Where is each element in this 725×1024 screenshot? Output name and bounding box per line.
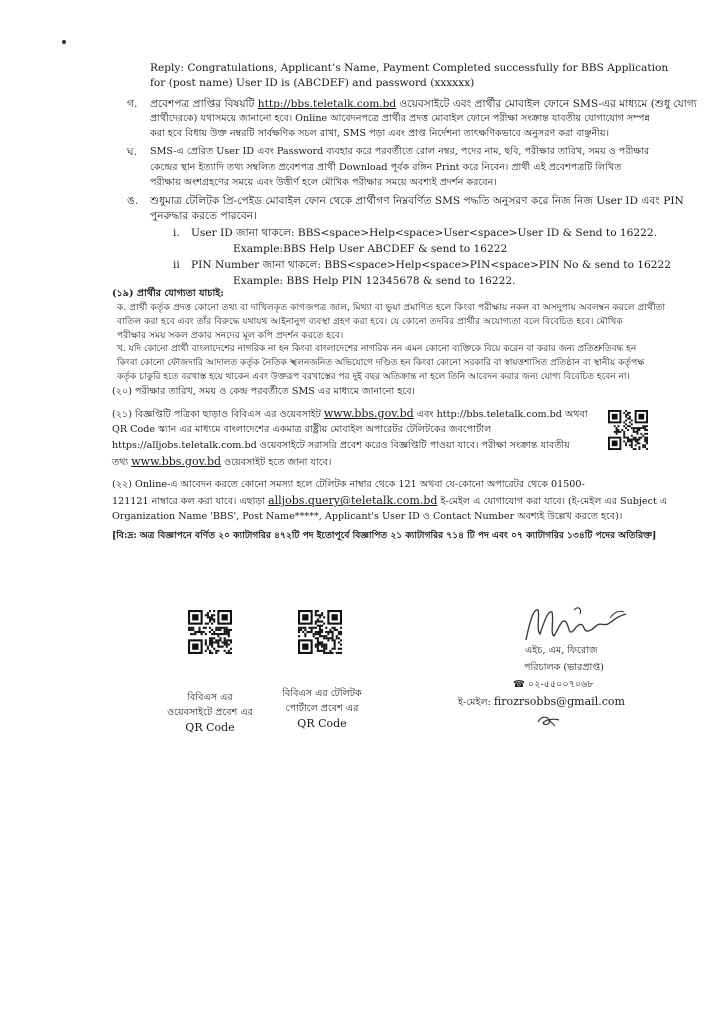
item-uo-ii-line-2: Example: BBS Help PIN 12345678 & send to 16222. — [233, 275, 516, 287]
qr-right-caption — [262, 686, 382, 731]
section-22-line-1: (২২) Online-এ আবেদন করতে কোনো সমস্যা হলে টেলিটক নাম্বার থেকে 121 অথবা যে-কোনো অপারেটর থেকে 01500- — [112, 479, 585, 490]
section-21-line-2: QR Code স্ক্যান এর মাধ্যমে বাংলাদেশের একমাত্র রাষ্ট্রীয় মোবাইল অপারেটর টেলিটকের জবপোর্টাল — [112, 424, 492, 435]
qr-code-icon — [188, 610, 232, 654]
bbs-website-qr-code[interactable] — [188, 610, 232, 654]
item-ga-line-3: করা হবে বিধায় উক্ত নম্বরটি সার্বক্ষণিক সচল রাখা, SMS পড়া এবং প্রাপ্ত নির্দেশনা তাৎক্ষণিকভাবে অনুসরণ করা বাঞ্ছনীয়। — [150, 128, 610, 139]
signatory-email-link[interactable]: firozrsobbs@gmail.com — [493, 695, 625, 708]
section-21-line-3: https://alljobs.teletalk.com.bd ওয়েবসাইটে সরাসরি প্রবেশ করেও বিজ্ঞপ্তিটি পাওয়া যাবে। পরীক্ষা সংক্রান্ত যাবতীয় — [112, 440, 570, 451]
qr-right-caption-line-1: বিবিএস এর টেলিটক — [282, 688, 362, 699]
section-21-line-4: তথ্য www.bbs.gov.bd ওয়েবসাইট হতে জানা যাবে। — [112, 455, 332, 468]
reply-line-2: for (post name) User ID is (ABCDEF) and password (xxxxxx) — [150, 77, 475, 89]
item-uo-line-2: পুনরুদ্ধার করতে পারবেন। — [150, 210, 257, 222]
item-gha-number: ঘ. — [127, 146, 137, 158]
item-gha-line-2: কেন্দ্রের স্থান ইত্যাদি তথ্য সম্বলিত প্রবেশপত্র প্রার্থী Download পূর্বক রঙ্গিন Print করে নিবেন। প্রার্থী এই প্রবেশপত্রটি লিখিত — [150, 162, 622, 173]
qr-left-caption-line-3: QR Code — [185, 721, 235, 734]
section-21-line-1: (২১) বিজ্ঞপ্তিটি পত্রিকা ছাড়াও বিবিএস এর ওয়েবসাইট www.bbs.gov.bd এবং http://bbs.teletalk.com.bd অথবা — [112, 407, 588, 420]
bbs-teletalk-qr-code[interactable] — [298, 610, 342, 654]
section-19-ka-line-1: ক. প্রার্থী কর্তৃক প্রদত্ত কোনো তথ্য বা দাখিলকৃত কাগজপত্র জাল, মিথ্যা বা ভুয়া প্রমাণিত হলে কিংবা পরীক্ষায় নকল বা অসদুপায় অবলম্বন করলে প্রার্থীতা — [117, 302, 666, 313]
item-uo-line-1: শুধুমাত্র টেলিটক প্রি-পেইড মোবাইল ফোন থেকে প্রার্থীগণ নিম্নবর্ণিত SMS পদ্ধতি অনুসরণ করে নিজ নিজ User ID এবং PIN — [150, 195, 684, 207]
signatory-phone: ০২-৫৫০০৭০৬৮ — [528, 679, 594, 690]
item-gha-line-1: SMS-এ প্রেরিত User ID এবং Password ব্যবহার করে পরবর্তীতে রোল নম্বর, পদের নাম, ছবি, পরীক্ষার তারিখ, সময় ও পরীক্ষার — [150, 146, 650, 157]
item-uo-i-number: i. — [173, 227, 180, 239]
section-22-line-2: 121121 নাম্বারে কল করা যাবে। এছাড়া alljobs.query@teletalk.com.bd ই-মেইল এ যোগাযোগ করা যাবে। (ই-মেইল এর Subject এ — [112, 494, 668, 507]
initial-mark — [535, 712, 563, 730]
qr-left-caption — [150, 690, 270, 735]
section-19-ka-line-2: বাতিল করা হবে এবং তাঁর বিরুদ্ধে যথাযথ আইনানুগ ব্যবস্থা গ্রহণ করা হবে। যে কোনো তদবির প্রার্থীর অযোগ্যতা বলে বিবেচিত হবে। মৌখিক — [117, 316, 623, 327]
item-ga-line-2: প্রার্থীদেরকে) যথাসময়ে জানানো হবে। Online আবেদনপত্রে প্রার্থীর প্রদত্ত মোবাইল ফোনে পরীক্ষা সংক্রান্ত যাবতীয় যোগাযোগ সম্পন্ন — [150, 113, 650, 124]
signatory-email-line: ই-মেইল: firozrsobbs@gmail.com — [458, 695, 625, 708]
section-19-kha-line-1: খ. যদি কোনো প্রার্থী বাংলাদেশের নাগরিক না হন কিংবা বাংলাদেশের নাগরিক নন এমন কোনো ব্যক্তিকে বিয়ে করেন বা করার জন্য প্রতিশ্রুতিবদ্ধ হন — [117, 344, 637, 354]
section-20: (২০) পরীক্ষার তারিখ, সময় ও কেন্দ্র পরবর্তীতে SMS এর মাধ্যমে জানানো হবে। — [112, 386, 415, 397]
phone-icon: ☎ — [513, 679, 525, 690]
qr-right-caption-line-3: QR Code — [297, 717, 347, 730]
qr-right-caption-line-2: পোর্টালে প্রবেশ এর — [285, 703, 359, 714]
qr-code-icon — [608, 410, 648, 450]
item-ga-number: গ. — [127, 98, 138, 110]
qr-left-caption-line-1: বিবিএস এর — [187, 692, 233, 703]
item-uo-number: ঙ. — [127, 195, 139, 207]
section-19-kha-line-3: কর্তৃক চাকুরি হতে বরখাস্ত হয়ে থাকেন এবং উক্তরূপ বরখাস্তের পর দুই বছর অতিক্রান্ত না হলে তিনি আবেদন করার জন্য যোগ্য বিবেচিত হবেন না। — [117, 372, 630, 382]
qr-code-icon — [298, 610, 342, 654]
signatory-phone-line — [513, 678, 594, 691]
section-22-line-3: Organization Name 'BBS', Post Name*****, Applicant's User ID ও Contact Number অবশ্যই উল্লেখ করতে হবে)। — [112, 511, 623, 522]
item-gha-line-3: পরীক্ষায় অংশগ্রহণের সময়ে এবং উত্তীর্ণ হলে মৌখিক পরীক্ষার সময়ে অবশ্যই প্রদর্শন করবেন। — [150, 177, 497, 188]
bbs-website-link-2[interactable]: www.bbs.gov.bd — [131, 455, 222, 468]
bbs-website-link[interactable]: www.bbs.gov.bd — [323, 407, 414, 420]
reply-line-1: Reply: Congratulations, Applicant’s Name, Payment Completed successfully for BBS Application — [150, 62, 669, 74]
signatory-designation: পরিচালক (ভারপ্রাপ্ত) — [524, 662, 604, 673]
item-uo-i-line-2: Example:BBS Help User ABCDEF & send to 16222 — [233, 243, 508, 255]
section-19-kha-line-2: কিংবা কোনো ফৌজদারি আদালত কর্তৃক নৈতিক স্খলনজনিত অভিযোগে দণ্ডিত হন কিংবা কোনো সরকারি বা স্বায়ত্তশাসিত প্রতিষ্ঠান বা স্থানীয় কর্তৃপক্ষ — [117, 358, 645, 368]
item-uo-ii-line-1: PIN Number জানা থাকলে: BBS<space>Help<space>PIN<space>PIN No & send to 16222 — [191, 259, 672, 271]
item-uo-ii-number: ii — [173, 259, 180, 271]
section-21-qr-code[interactable] — [608, 410, 648, 450]
bbs-teletalk-link[interactable]: http://bbs.teletalk.com.bd — [257, 98, 397, 110]
signatory-name: এইচ, এম, ফিরোজ — [525, 645, 598, 656]
item-ga-line-1: প্রবেশপত্র প্রাপ্তির বিষয়টি http://bbs.teletalk.com.bd ওয়েবসাইটে এবং প্রার্থীর মোবাইল ফোনে SMS-এর মাধ্যমে (শুধু যোগ্য — [150, 98, 697, 110]
item-uo-i-line-1: User ID জানা থাকলে: BBS<space>Help<space>User<space>User ID & Send to 16222. — [191, 227, 658, 239]
footnote: [বি:দ্র: অত্র বিজ্ঞাপনে বর্ণিত ২০ ক্যাটাগরির ৪৭২টি পদ ইতোপূর্বে বিজ্ঞাপিত ২১ ক্যাটাগরির ৭১৪ টি পদ এবং ০৭ ক্যাটাগরির ১৩৪টি পদের অতিরিক্ত] — [112, 530, 657, 541]
support-email-link[interactable]: alljobs.query@teletalk.com.bd — [268, 494, 438, 507]
scan-speck — [62, 40, 66, 44]
section-19-title: (১৯) প্রার্থীর যোগ্যতা যাচাই: — [112, 288, 224, 299]
section-19-ka-line-3: পরীক্ষার সময় সকল প্রকার সনদের মূল কপি প্রদর্শন করতে হবে। — [117, 330, 344, 341]
qr-left-caption-line-2: ওয়েবসাইটে প্রবেশ এর — [167, 707, 253, 718]
handwritten-signature — [518, 600, 638, 650]
